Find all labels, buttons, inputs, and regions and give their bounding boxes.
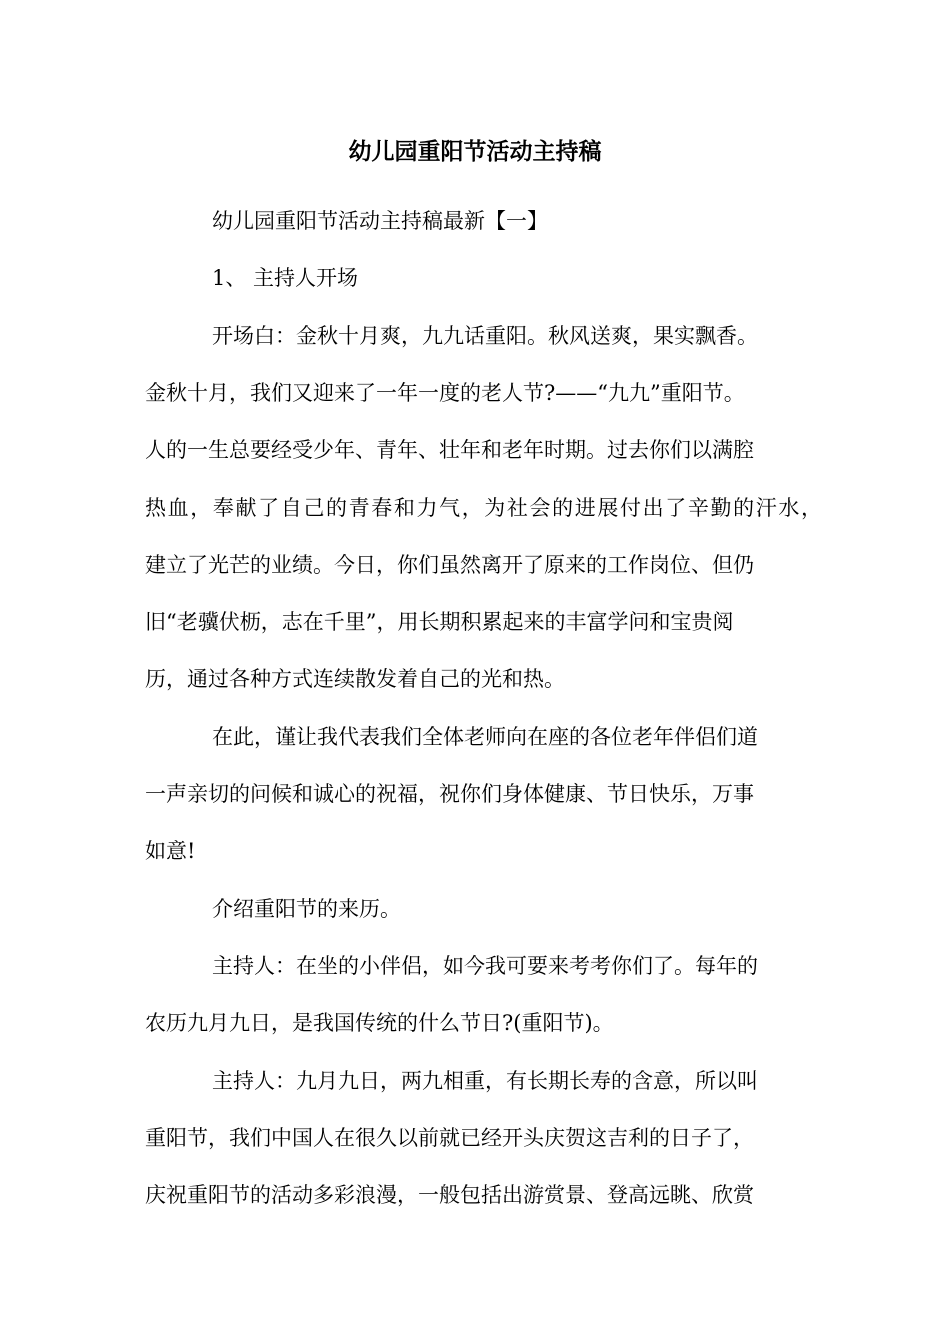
paragraph-line: 旧“老骥伏枥，志在千里”，用长期积累起来的丰富学问和宝贵阅 — [145, 610, 734, 634]
paragraph-line: 介绍重阳节的来历。 — [212, 897, 401, 921]
paragraph-line: 如意! — [145, 839, 196, 863]
paragraph-line: 历，通过各种方式连续散发着自己的光和热。 — [145, 667, 565, 691]
paragraph-line: 建立了光芒的业绩。今日，你们虽然离开了原来的工作岗位、但仍 — [145, 553, 754, 577]
paragraph-line: 金秋十月，我们又迎来了一年一度的老人节?——“九九”重阳节。 — [145, 381, 745, 405]
document-title: 幼儿园重阳节活动主持稿 — [348, 138, 602, 165]
paragraph-line: 开场白：金秋十月爽，九九话重阳。秋风送爽，果实飘香。 — [212, 324, 758, 348]
paragraph-line: 热血，奉献了自己的青春和力气，为社会的进展付出了辛勤的汗水， — [145, 496, 822, 520]
paragraph-line: 在此，谨让我代表我们全体老师向在座的各位老年伴侣们道 — [212, 725, 758, 749]
section-heading: 幼儿园重阳节活动主持稿最新【一】 — [212, 209, 548, 233]
list-item-heading: 1、 主持人开场 — [212, 266, 359, 290]
paragraph-line: 一声亲切的问候和诚心的祝福，祝你们身体健康、节日快乐，万事 — [145, 782, 754, 806]
paragraph-line: 主持人：九月九日，两九相重，有长期长寿的含意，所以叫 — [212, 1069, 758, 1093]
paragraph-line: 重阳节，我们中国人在很久以前就已经开头庆贺这吉利的日子了， — [145, 1126, 754, 1150]
paragraph-line: 人的一生总要经受少年、青年、壮年和老年时期。过去你们以满腔 — [145, 438, 754, 462]
paragraph-line: 农历九月九日，是我国传统的什么节日?(重阳节)。 — [145, 1011, 614, 1035]
paragraph-line: 主持人：在坐的小伴侣，如今我可要来考考你们了。每年的 — [212, 954, 758, 978]
paragraph-line: 庆祝重阳节的活动多彩浪漫，一般包括出游赏景、登高远眺、欣赏 — [145, 1183, 754, 1207]
